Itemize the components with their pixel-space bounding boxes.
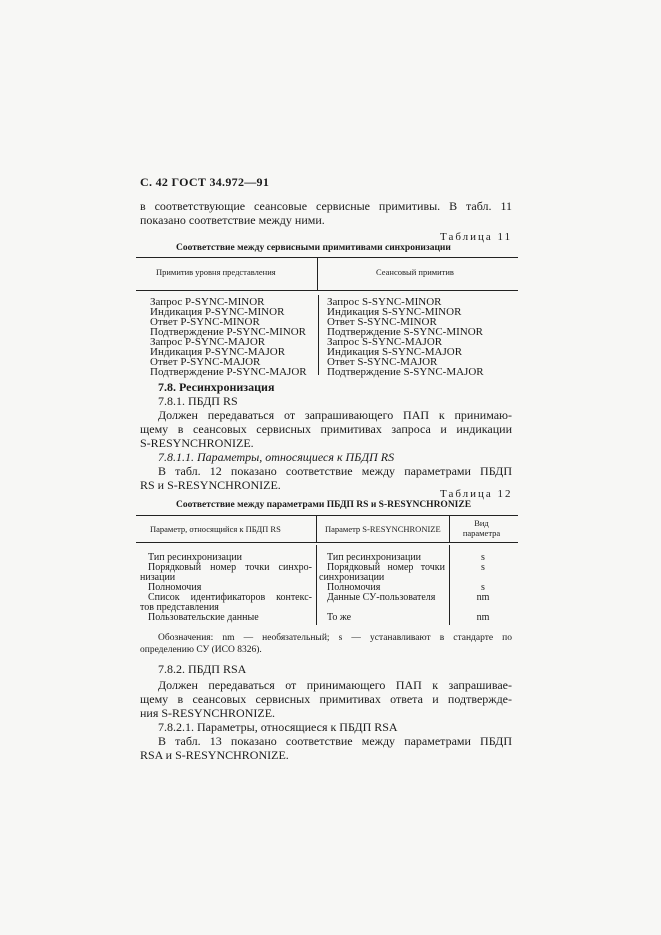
table11-number: Таблица 11 xyxy=(440,231,513,243)
note-line-1: Обозначения: nm — необязательный; s — устанавливают в стандарте по xyxy=(158,633,512,643)
table12-header-divider-1 xyxy=(316,515,317,542)
section-7-8-2-1-title: 7.8.2.1. Параметры, относящиеся к ПБДП RSA xyxy=(158,720,398,734)
section-7-8-1-1-line-2: RS и S-RESYNCHRONIZE. xyxy=(140,478,281,492)
table11-body-divider xyxy=(318,295,319,375)
table12-cell: тов представления xyxy=(140,602,219,613)
note-line-2: определению СУ (ИСО 8326). xyxy=(140,645,262,655)
table12-cell: s xyxy=(481,552,485,563)
section-7-8-2-line-1: Должен передаваться от принимающего ПАП к запрашивае- xyxy=(158,678,512,692)
table12-cell: Тип ресинхронизации xyxy=(327,552,422,563)
table11-cell: Индикация P-SYNC-MAJOR xyxy=(150,346,286,358)
table11-header-divider xyxy=(317,257,318,291)
table11-header-rule xyxy=(136,290,518,291)
section-7-8-1-1-line-1: В табл. 12 показано соответствие между параметрами ПБДП xyxy=(158,464,512,478)
section-7-8-2-1-line-2: RSA и S-RESYNCHRONIZE. xyxy=(140,748,289,762)
table12-caption: Соответствие между параметрами ПБДП RS и S-RESYNCHRONIZE xyxy=(176,500,472,510)
table11-col2-header: Сеансовый примитив xyxy=(376,267,454,277)
table12-col3 xyxy=(452,553,514,623)
intro-line-1: в соответствующие сеансовые сервисные примитивы. В табл. 11 xyxy=(140,199,512,213)
table11-cell: Подтверждение P-SYNC-MAJOR xyxy=(150,366,307,378)
section-7-8-2-1-line-1: В табл. 13 показано соответствие между параметрами ПБДП xyxy=(158,734,512,748)
table12-cell: nm xyxy=(476,612,490,623)
table12-header-divider-2 xyxy=(449,515,450,542)
section-7-8-1-line-3: S-RESYNCHRONIZE. xyxy=(140,436,254,450)
table12-body-divider-1 xyxy=(316,545,317,625)
section-7-8-2-line-3: ния S-RESYNCHRONIZE. xyxy=(140,706,276,720)
section-7-8-1-line-1: Должен передаваться от запрашивающего ПАП к принимаю- xyxy=(158,408,512,422)
table11-cell: Подтверждение S-SYNC-MINOR xyxy=(327,326,483,338)
table11-col2 xyxy=(327,297,484,377)
table12-col3-header xyxy=(454,518,509,538)
table12-col3-header-line: параметра xyxy=(462,528,501,538)
table12-col3-header-line: Вид xyxy=(474,518,489,528)
table11-cell: Запрос S-SYNC-MINOR xyxy=(327,296,442,308)
table12-col1-header: Параметр, относящийся к ПБДП RS xyxy=(150,524,281,534)
table11-cell: Индикация P-SYNC-MINOR xyxy=(150,306,285,318)
table12-top-rule xyxy=(136,515,518,516)
table11-col1-header: Примитив уровня представления xyxy=(156,267,276,277)
table11-caption: Соответствие между сервисными примитивами синхронизации xyxy=(176,243,451,253)
table11-cell: Индикация S-SYNC-MAJOR xyxy=(327,346,463,358)
section-7-8-2-line-2: щему в сеансовых сервисных примитивах ответа и подтвержде- xyxy=(140,692,512,706)
table11-cell: Ответ P-SYNC-MAJOR xyxy=(150,356,261,368)
section-7-8-title: 7.8. Ресинхронизация xyxy=(158,380,275,394)
table12-cell: синхронизации xyxy=(319,572,385,583)
table11-cell: Индикация S-SYNC-MINOR xyxy=(327,306,462,318)
table11-cell: Ответ S-SYNC-MINOR xyxy=(327,316,437,328)
table12-header-rule xyxy=(136,542,518,543)
section-7-8-1-1-title: 7.8.1.1. Параметры, относящиеся к ПБДП RS xyxy=(158,450,395,464)
table12-cell: s xyxy=(481,582,485,593)
table12-cell: Пользовательские данные xyxy=(148,612,259,623)
table12-cell: Список идентификаторов контекс- xyxy=(148,592,312,603)
table12-cell: s xyxy=(481,562,485,573)
table12-cell: Тип ресинхронизации xyxy=(148,552,243,563)
section-7-8-1-title: 7.8.1. ПБДП RS xyxy=(158,394,238,408)
table12-cell: Данные СУ-пользователя xyxy=(327,592,436,603)
table12-cell: Порядковый номер точки xyxy=(327,562,445,573)
table11-cell: Ответ P-SYNC-MINOR xyxy=(150,316,260,328)
table12-cell: nm xyxy=(476,592,490,603)
table12-cell: Порядковый номер точки синхро- xyxy=(148,562,312,573)
table11-top-rule xyxy=(136,257,518,258)
table11-col1 xyxy=(150,297,307,377)
table12-cell: Полномочия xyxy=(327,582,381,593)
table12-col1 xyxy=(140,553,312,623)
table11-cell: Подтверждение P-SYNC-MINOR xyxy=(150,326,306,338)
table12-cell: низации xyxy=(140,572,176,583)
table11-cell: Ответ S-SYNC-MAJOR xyxy=(327,356,438,368)
table11-cell: Запрос P-SYNC-MINOR xyxy=(150,296,265,308)
page-header: С. 42 ГОСТ 34.972—91 xyxy=(140,175,270,189)
table12-number: Таблица 12 xyxy=(440,488,513,500)
section-7-8-2-title: 7.8.2. ПБДП RSA xyxy=(158,662,247,676)
table12-body-divider-2 xyxy=(449,545,450,625)
table11-cell: Запрос P-SYNC-MAJOR xyxy=(150,336,266,348)
table12-cell: То же xyxy=(327,612,352,623)
table11-cell: Запрос S-SYNC-MAJOR xyxy=(327,336,443,348)
section-7-8-1-line-2: щему в сеансовых сервисных примитивах запроса и индикации xyxy=(140,422,512,436)
intro-line-2: показано соответствие между ними. xyxy=(140,213,325,227)
table12-cell: Полномочия xyxy=(148,582,202,593)
table12-col2 xyxy=(319,553,445,623)
table11-cell: Подтверждение S-SYNC-MAJOR xyxy=(327,366,484,378)
table12-col2-header: Параметр S-RESYNCHRONIZE xyxy=(325,524,441,534)
